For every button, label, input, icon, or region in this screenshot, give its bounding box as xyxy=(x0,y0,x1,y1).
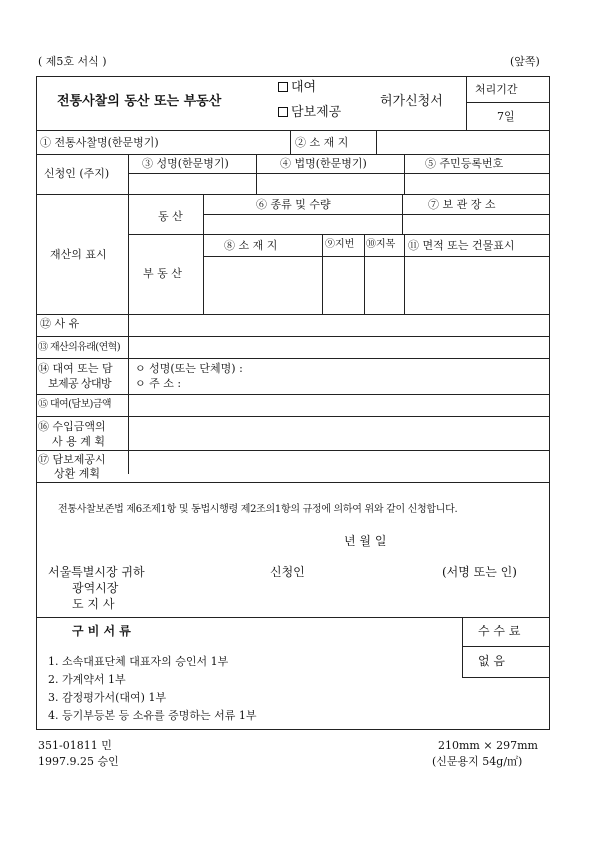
divider xyxy=(203,256,550,257)
recipient-province: 도 지 사 xyxy=(72,597,115,611)
documents-title: 구 비 서 류 xyxy=(72,624,131,638)
option-rent[interactable]: 대여 xyxy=(278,81,316,94)
form-number: ( 제5호 서식 ) xyxy=(38,55,107,68)
reason-label: ⑫ 사 유 xyxy=(40,317,80,330)
divider xyxy=(36,617,550,618)
divider xyxy=(36,336,550,337)
recipient-metro: 광역시장 xyxy=(72,581,119,595)
divider xyxy=(462,617,463,677)
divider xyxy=(36,416,550,417)
name-label: ③ 성명(한문병기) xyxy=(142,157,229,170)
divider xyxy=(36,314,550,315)
document-item: 2. 가계약서 1부 xyxy=(48,673,126,686)
divider xyxy=(128,234,550,235)
form-title-suffix: 허가신청서 xyxy=(380,94,443,109)
counterparty-name-label: ㅇ 성명(또는 단체명) : xyxy=(135,362,243,375)
kind-quantity-label: ⑥ 종류 및 수량 xyxy=(256,198,331,211)
divider xyxy=(36,450,550,451)
counterparty-address-label: ㅇ 주 소 : xyxy=(135,377,182,390)
divider xyxy=(290,130,291,154)
signature-label: (서명 또는 인) xyxy=(442,565,517,579)
paper-type: (신문용지 54g/㎡) xyxy=(432,755,523,768)
divider xyxy=(36,130,550,131)
processing-period-label: 처리기간 xyxy=(475,83,518,96)
movable-label: 동 산 xyxy=(158,210,183,223)
document-item: 3. 감정평가서(대여) 1부 xyxy=(48,691,167,704)
checkbox-icon xyxy=(278,107,288,117)
usage-plan-label-2: 사 용 계 획 xyxy=(52,435,105,448)
divider xyxy=(203,214,550,215)
land-category-label: ⑩지목 xyxy=(366,239,396,250)
usage-plan-label-1: ⑯ 수입금액의 xyxy=(38,420,106,433)
option-collateral[interactable]: 담보제공 xyxy=(278,106,341,119)
im-location-label: ⑧ 소 재 지 xyxy=(224,239,278,252)
divider xyxy=(376,130,377,154)
resident-no-label: ⑤ 주민등록번호 xyxy=(425,157,504,170)
approval-date: 1997.9.25 승인 xyxy=(38,755,119,768)
divider xyxy=(462,646,550,647)
temple-name-label: ① 전통사찰명(한문병기) xyxy=(40,136,159,149)
processing-period-value: 7일 xyxy=(497,110,515,123)
divider xyxy=(203,194,204,314)
repayment-label-2: 상환 계획 xyxy=(54,467,101,480)
applicant-label: 신청인 (주지) xyxy=(44,167,110,180)
divider xyxy=(36,394,550,395)
paper-size: 210mm × 297mm xyxy=(438,739,538,752)
declaration-text: 전통사찰보존법 제6조제1항 및 동법시행령 제2조의1항의 규정에 의하여 위와 같이 신청합니다. xyxy=(58,504,458,515)
divider xyxy=(404,234,405,314)
divider xyxy=(128,173,550,174)
divider xyxy=(36,482,550,483)
divider xyxy=(128,194,129,314)
form-title: 전통사찰의 동산 또는 부동산 xyxy=(57,94,222,109)
divider xyxy=(36,358,550,359)
divider xyxy=(322,234,323,314)
recipient-seoul: 서울특별시장 귀하 xyxy=(48,565,145,579)
divider xyxy=(128,154,129,194)
fee-label: 수 수 료 xyxy=(478,624,521,638)
divider xyxy=(404,154,405,194)
page-side-label: (앞쪽) xyxy=(510,55,540,68)
declaration-date: 년 월 일 xyxy=(344,534,387,548)
divider xyxy=(462,677,550,678)
form-code: 351-01811 민 xyxy=(38,739,112,752)
location-label: ② 소 재 지 xyxy=(295,136,349,149)
legal-name-label: ④ 법명(한문병기) xyxy=(280,157,367,170)
divider xyxy=(36,154,550,155)
divider xyxy=(466,102,550,103)
checkbox-icon xyxy=(278,82,288,92)
property-label: 재산의 표시 xyxy=(50,248,107,261)
counterparty-label-2: 보제공 상대방 xyxy=(48,377,112,390)
immovable-label: 부 동 산 xyxy=(143,267,182,280)
divider xyxy=(364,234,365,314)
lot-number-label: ⑨지번 xyxy=(325,239,355,250)
document-item: 1. 소속대표단체 대표자의 승인서 1부 xyxy=(48,655,229,668)
declaration-applicant: 신청인 xyxy=(270,565,305,579)
document-item: 4. 등기부등본 등 소유를 증명하는 서류 1부 xyxy=(48,709,257,722)
area-label: ⑪ 면적 또는 건물표시 xyxy=(408,239,515,252)
divider xyxy=(36,194,550,195)
divider xyxy=(256,154,257,194)
history-label: ⑬ 재산의유래(연혁) xyxy=(38,342,121,353)
storage-label: ⑦ 보 관 장 소 xyxy=(428,198,496,211)
divider xyxy=(466,76,467,130)
fee-value: 없 음 xyxy=(478,654,505,668)
counterparty-label-1: ⑭ 대여 또는 담 xyxy=(38,362,113,375)
amount-label: ⑮ 대여(담보)금액 xyxy=(38,399,111,410)
repayment-label-1: ⑰ 담보제공시 xyxy=(38,453,106,466)
